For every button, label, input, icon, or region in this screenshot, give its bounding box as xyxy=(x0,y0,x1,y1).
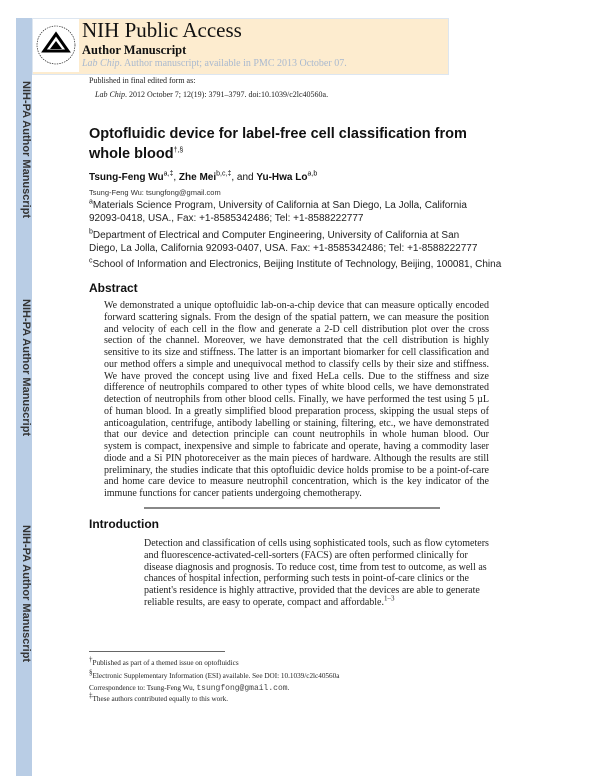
aff-text: Materials Science Program, University of California at San Diego, La Jolla, California 92093-0418, USA., Fax: +1-8585342486; Tel: +1-8588222777 xyxy=(89,200,467,224)
footnote xyxy=(89,657,509,670)
journal-name: Lab Chip xyxy=(82,58,120,69)
intro-heading: Introduction xyxy=(89,517,159,531)
citation xyxy=(95,90,328,99)
journal-name: Lab Chip xyxy=(95,90,126,99)
fn-end: . xyxy=(287,684,290,692)
title-marks: †,§ xyxy=(173,147,184,155)
fn-text: These authors contributed equally to this work. xyxy=(92,695,229,703)
sidebar-label: NIH-PA Author Manuscript xyxy=(20,525,32,663)
author-name: Zhe Mei xyxy=(178,172,217,183)
author-sup: a,b xyxy=(307,170,318,178)
intro-body: Detection and classification of cells using sophisticated tools, such as flow cytometers and fluorescence-activated-cell-sorters (FACS) are often performed clinically for disease diagnosis and prognosis. To reduce cost, time from test to outcome, as well as chances of hospital infection, performing such tests in point-of-care clinics or the patient's residence is highly attractive, provided that the devices are able to generate reliable results, are easy to operate, compact and affordable. xyxy=(144,538,489,608)
article-title xyxy=(89,124,509,164)
availability-line xyxy=(82,58,347,69)
fn-text: Correspondence to: Tsung-Feng Wu, xyxy=(89,684,197,692)
aff-mark: c xyxy=(89,257,93,265)
sidebar-label: NIH-PA Author Manuscript xyxy=(20,81,32,219)
sep: , and xyxy=(231,172,257,183)
footnote xyxy=(89,670,509,683)
header-title: NIH Public Access xyxy=(82,18,242,42)
fn-mark: § xyxy=(89,668,93,677)
authors xyxy=(89,172,317,183)
abstract-text: We demonstrated a unique optofluidic lab-on-a-chip device that can measure optically encoded forward scattering signals. From the design of the spatial pattern, we can measure the position and velocity of each cell in the flow and generate a 2-D cell distribution plot over the cross section of the channel. Moreover, we have demonstrated that the cell distribution is highly sensitive to its size and stiffness. The latter is an important biomarker for cell classification and our method offers a simple and unequivocal method to classify cells by their size and stiffness. We have proved the concept using live and fixed HeLa cells. Due to the stiffness and size difference of neutrophils compared to other types of white blood cells, we have demonstrated detection of neutrophils from other blood cells. Finally, we have performed the test using 5 µL of human blood. In a greatly simplified blood preparation process, skipping the usual steps of anticoagulation, centrifuge, antibody labelling or staining, filtering, etc., we have demonstrated that our device and detection principle can count neutrophils in whole human blood. Our system is compact, inexpensive and simple to fabricate and operate, having a commodity laser diode and a Si PIN photoreceiver as the main pieces of hardware. Although the results are still preliminary, the studies indicate that this optofluidic device holds promise to be a point-of-care and home care device to measure neutrophil concentration, which is the key indicator of the immune functions for cancer patients undergoing chemotherapy. xyxy=(104,300,489,499)
citation-text: . 2012 October 7; 12(19): 3791–3797. doi:10.1039/c2lc40560a. xyxy=(125,90,329,99)
published-label: Published in final edited form as: xyxy=(89,76,196,85)
intro-text xyxy=(144,538,494,609)
author-name: Yu-Hwa Lo xyxy=(256,172,308,183)
author-name: Tsung-Feng Wu xyxy=(89,172,164,183)
affiliation xyxy=(89,200,489,225)
aff-text: School of Information and Electronics, Beijing Institute of Technology, Beijing, 100081, China xyxy=(92,259,502,270)
fn-mark: † xyxy=(89,655,93,664)
divider xyxy=(144,507,440,509)
fn-text: Electronic Supplementary Information (ESI) available. See DOI: 10.1039/c2lc40560a xyxy=(92,672,340,680)
sidebar-label: NIH-PA Author Manuscript xyxy=(20,299,32,437)
sep: , xyxy=(173,172,179,183)
fn-text: Published as part of a themed issue on optofluidics xyxy=(92,659,239,667)
email-link[interactable]: tsungfong@gmail.com xyxy=(196,684,288,693)
affiliation xyxy=(89,259,509,272)
footnote xyxy=(89,691,509,705)
abstract-heading: Abstract xyxy=(89,281,138,295)
author-sup: a,‡ xyxy=(163,170,174,178)
availability-text: . Author manuscript; available in PMC 2013 October 07. xyxy=(119,58,347,69)
author-sup: b,c,‡ xyxy=(216,170,232,178)
aff-mark: b xyxy=(89,228,93,236)
affiliation xyxy=(89,230,489,255)
reference: 1–3 xyxy=(383,594,395,603)
title-text: Optofluidic device for label-free cell classification from whole blood xyxy=(89,126,467,162)
footnotes xyxy=(89,657,509,705)
aff-text: Department of Electrical and Computer Engineering, University of California at San Diego, La Jolla, California 92093-0407, USA. Fax: +1-8585342486; Tel: +1-8588222777 xyxy=(89,230,478,254)
fn-mark: ‡ xyxy=(89,691,93,700)
footnote-rule xyxy=(89,651,225,652)
footnote xyxy=(89,683,509,694)
nih-logo xyxy=(33,19,79,72)
header-subtitle: Author Manuscript xyxy=(82,43,187,57)
email-line: Tsung-Feng Wu: tsungfong@gmail.com xyxy=(89,188,221,197)
aff-mark: a xyxy=(89,198,93,206)
